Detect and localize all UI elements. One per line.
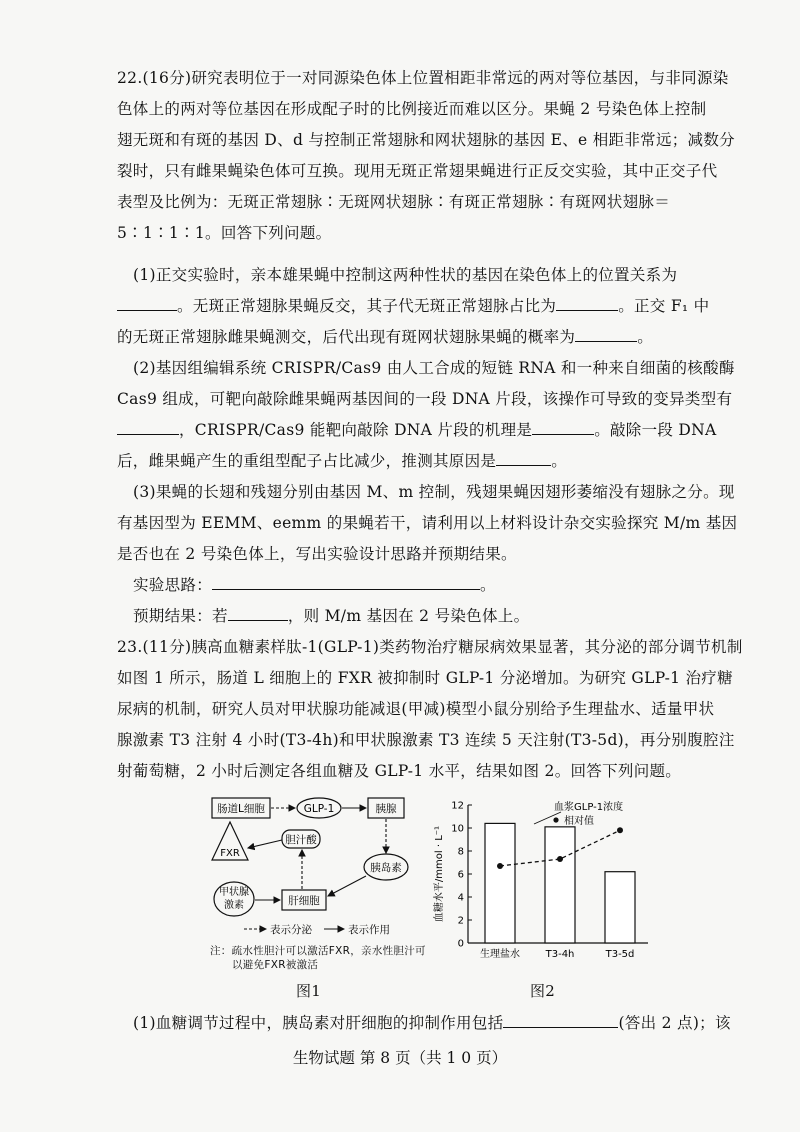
q22-line-4: 裂时，只有雌果蝇染色体可互换。现用无斑正常翅果蝇进行正反交实验，其中正交子代 [117,162,718,180]
bar-1 [485,823,515,943]
q22-part3-line-1: (3)果蝇的长翅和残翅分别由基因 M、m 控制，残翅果蝇因翅形萎缩没有翅脉之分。现 [133,483,735,501]
answer-blank[interactable] [532,420,594,435]
bar-2 [545,827,575,943]
y-tick-label: 4 [457,892,464,904]
answer-blank[interactable] [117,420,179,435]
figure-1-note-2: 以避免FXR被激活 [232,959,319,971]
q22-part2-line-1: (2)基因组编辑系统 CRISPR/Cas9 由人工合成的短链 RNA 和一种来自细菌的核酸酶 [133,359,735,377]
figure-2-caption: 图2 [530,982,556,1000]
fxr-label: FXR [220,848,240,859]
q23-line-3: 尿病的机制，研究人员对甲状腺功能减退(甲减)模型小鼠分别给予生理盐水、适量甲状 [117,700,715,718]
q23-part1: (1)血糖调节过程中，胰岛素对肝细胞的抑制作用包括 (答出 2 点)；该 [133,1014,731,1032]
q22-line-2: 色体上的两对等位基因在形成配子时的比例接近而难以区分。果蝇 2 号染色体上控制 [117,100,707,118]
x-tick-label: 生理盐水 [480,949,520,960]
y-tick-label: 2 [457,915,464,927]
q22-part3-line-3: 是否也在 2 号染色体上，写出实验设计思路并预期结果。 [117,545,517,563]
q22-part1-line-3: 的无斑正常翅脉雌果蝇测交，后代出现有斑网状翅脉果蝇的概率为 。 [117,328,654,346]
q22-part2-line-2: Cas9 组成，可靶向敲除雌果蝇两基因间的一段 DNA 片段，该操作可导致的变异类型有 [117,390,733,408]
q23-line-4: 腺激素 T3 注射 4 小时(T3-4h)和甲状腺激素 T3 连续 5 天注射(T3-5d)，再分别腹腔注 [117,731,735,749]
q23-line-2: 如图 1 所示，肠道 L 细胞上的 FXR 被抑制时 GLP-1 分泌增加。为研究 GLP-1 治疗糖 [117,669,733,687]
answer-blank[interactable] [228,606,288,621]
chart-svg [432,795,662,975]
legend-glp1-line-2: 相对值 [564,816,594,827]
x-tick-label: T3-5d [605,949,635,960]
y-axis-label: 血糖水平/mmol · L⁻¹ [434,825,445,923]
arrow-insulin-liver [328,876,366,896]
figure-1-diagram [200,792,430,942]
bile-acid-label: 胆汁酸 [285,834,317,846]
q23-line-1: 23.(11分)胰高血糖素样肽-1(GLP-1)类药物治疗糖尿病效果显著，其分泌的部分调节机制 [117,638,743,656]
y-tick-label: 8 [457,846,464,858]
legend-action-label: 表示作用 [348,924,390,936]
l-cell-label: 肠道L细胞 [217,803,265,815]
glp1-point-2 [557,856,563,862]
insulin-label: 胰岛素 [370,862,402,874]
q22-expected-result: 预期结果：若 ，则 M/m 基因在 2 号染色体上。 [133,607,530,625]
glp1-label: GLP-1 [303,803,335,815]
answer-blank[interactable] [503,1013,618,1028]
legend-glp1-line-1: 血浆GLP-1浓度 [554,802,624,813]
thyroid-label-1: 甲状腺 [219,887,249,898]
y-tick-label: 10 [451,823,464,835]
x-tick-label: T3-4h [545,949,575,960]
q22-line-3: 翅无斑和有斑的基因 D、d 与控制正常翅脉和网状翅脉的基因 E、e 相距非常远；减数分 [117,131,735,149]
x-axis-labels [480,947,634,960]
answer-blank[interactable] [575,327,637,342]
glp1-point-3 [617,827,623,833]
liver-cell-label: 肝细胞 [288,895,320,907]
q22-part2-line-3: ，CRISPR/Cas9 能靶向敲除 DNA 片段的机理是 。敲除一段 DNA [117,420,717,440]
y-tick-label: 6 [457,869,464,881]
q22-part1-line-1: (1)正交实验时，亲本雄果蝇中控制这两种性状的基因在染色体上的位置关系为 [133,266,678,284]
answer-blank[interactable] [212,575,480,590]
q22-line-1: 22.(16分)研究表明位于一对同源染色体上位置相距非常远的两对等位基因，与非同源染 [117,69,729,87]
thyroid-label-2: 激素 [224,900,244,911]
q23-line-5: 射葡萄糖，2 小时后测定各组血糖及 GLP-1 水平，结果如图 2。回答下列问题。 [117,762,682,780]
legend-glp1-marker [553,817,558,822]
q22-part2-line-4: 后，雌果蝇产生的重组型配子占比减少，推测其原因是 。 [117,452,568,470]
answer-blank[interactable] [556,296,618,311]
pancreas-label: 胰腺 [375,803,397,815]
bars-layer [485,823,635,943]
figure-1-note-1: 注：疏水性胆汁可以激活FXR，亲水性胆汁可 [210,945,426,957]
y-tick-label: 0 [457,938,464,950]
q22-line-6: 5∶1∶1∶1。回答下列问题。 [117,224,332,242]
bar-3 [605,872,635,943]
y-tick-label: 12 [451,800,464,812]
answer-blank[interactable] [496,451,551,466]
glp1-point-1 [497,863,503,869]
diagram-svg [200,792,430,942]
q22-part1-line-2: 。无斑正常翅脉果蝇反交，其子代无斑正常翅脉占比为 。正交 F₁ 中 [117,296,709,316]
arrow-bile-fxr [248,840,282,848]
figure-2-chart [432,795,662,975]
q22-experiment-idea: 实验思路： 。 [133,576,496,594]
page-footer: 生物试题 第 8 页（共 1 0 页） [292,1049,508,1067]
q22-line-5: 表型及比例为：无斑正常翅脉∶无斑网状翅脉∶有斑正常翅脉∶有斑网状翅脉＝ [117,193,671,211]
q22-part3-line-2: 有基因型为 EEMM、eemm 的果蝇若干，请利用以上材料设计杂交实验探究 M/m 基因 [117,514,738,532]
legend-secrete-label: 表示分泌 [270,924,312,936]
answer-blank[interactable] [117,296,177,311]
figure-1-caption: 图1 [296,982,322,1000]
